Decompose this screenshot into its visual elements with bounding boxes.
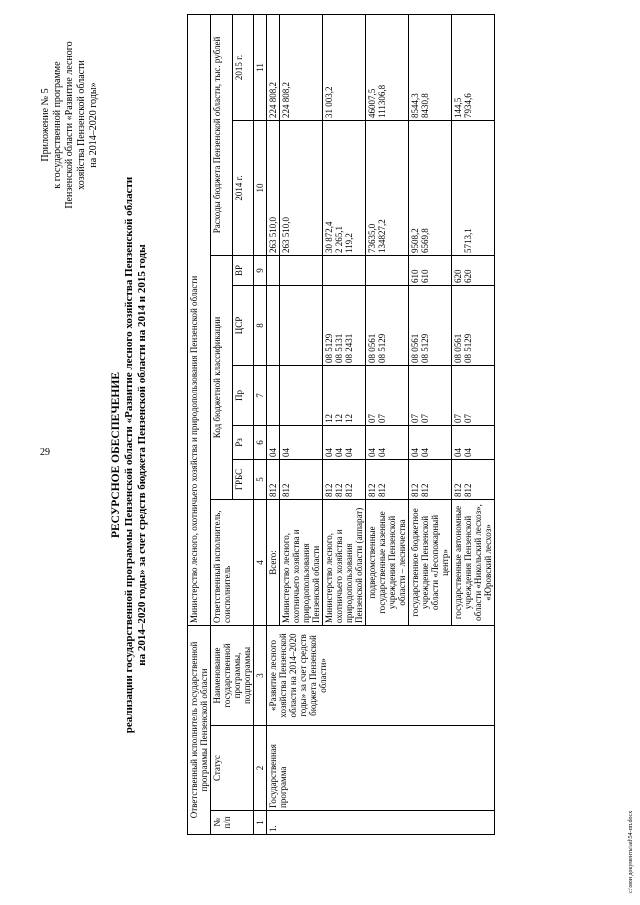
table-row: [267, 14, 280, 834]
cell-2014: 9508,2 6569,8: [409, 120, 452, 255]
cell-exec: государственное бюджетное учреждение Пензенской области «Лесопожарный центр»: [409, 499, 452, 625]
cell-csr: 08 5129 08 5131 08 2431: [323, 285, 366, 365]
cell-2014: 30 872,4 2 265,1 119,2: [323, 120, 366, 255]
col-exp-header: Расходы бюджета Пензенской области, тыс. рублей: [211, 14, 233, 255]
appendix-line: на 2014–2020 годы»: [88, 82, 99, 168]
cell-2014: 73635,0 134827,2: [366, 120, 409, 255]
appendix-line: Пензенской области «Развитие лесного: [64, 41, 75, 209]
col-code-header: Код бюджетной классификации: [211, 255, 233, 499]
cell-exec: Министерство лесного, охотничьего хозяйства и природопользования Пензенской области: [280, 499, 323, 625]
col-csr-header: ЦСР: [232, 285, 254, 365]
cell-pr: 07 07: [409, 365, 452, 425]
appendix-line: Приложение № 5: [40, 88, 51, 162]
cell-csr: 08 0561 08 5129: [366, 285, 409, 365]
cell-csr: [280, 285, 323, 365]
cell-vr: [280, 255, 323, 285]
column-number: 2: [254, 726, 267, 811]
col-status-header: Статус: [211, 726, 254, 811]
cell-csr: 08 0561 08 5129: [452, 285, 495, 365]
cell-grbs: 812: [267, 459, 280, 499]
cell-vr: 620 620: [452, 255, 495, 285]
col-vr-header: ВР: [232, 255, 254, 285]
column-number: 3: [254, 625, 267, 725]
appendix-line: хозяйства Пензенской области: [76, 60, 87, 190]
file-path-footer: c:\мои документы\ad\54-пп.docx: [628, 810, 634, 893]
title-line: на 2014–2020 годы» за счет средств бюджета Пензенской области на 2014 и 2015 годы: [136, 244, 148, 666]
program-name: «Развитие лесного хозяйства Пензенской области на 2014–2020 годы» за счет средств бюджета Пензенской области»: [267, 625, 495, 725]
col-2014-header: 2014 г.: [232, 120, 254, 255]
cell-rz: 04 04: [452, 425, 495, 459]
title-line: реализации государственной программы Пензенской области «Развитие лесного хозяйства Пензенской области: [123, 176, 135, 734]
header-responsible-value: Министерство лесного, охотничьего хозяйства и природопользования Пензенской области: [188, 14, 211, 625]
resource-table: [187, 14, 495, 835]
cell-grbs: 812 812 812: [323, 459, 366, 499]
column-number: 8: [254, 285, 267, 365]
cell-pr: [267, 365, 280, 425]
cell-pr: 12 12 12: [323, 365, 366, 425]
cell-vr: 610 610: [409, 255, 452, 285]
cell-grbs: 812 812: [452, 459, 495, 499]
appendix-line: к государственной программе: [52, 61, 63, 189]
cell-vr: [323, 255, 366, 285]
cell-rz: 04 04: [366, 425, 409, 459]
column-number: 7: [254, 365, 267, 425]
column-number: 10: [254, 120, 267, 255]
cell-2014: 5713,1: [452, 120, 495, 255]
cell-grbs: 812 812: [409, 459, 452, 499]
col-2015-header: 2015 г.: [232, 14, 254, 120]
cell-exec: подведомственные государственные казенные учреждения Пензенской области – лесничества: [366, 499, 409, 625]
cell-2015: 46007,5 111306,8: [366, 14, 409, 120]
appendix-header: [40, 5, 100, 245]
cell-exec: Всего:: [267, 499, 280, 625]
cell-2015: 224 808,2: [267, 14, 280, 120]
col-pr-header: Пр: [232, 365, 254, 425]
cell-grbs: 812 812: [366, 459, 409, 499]
column-number-row: [254, 14, 267, 834]
column-number: 11: [254, 14, 267, 120]
row-number: 1.: [267, 811, 495, 835]
cell-2015: 224 808,2: [280, 14, 323, 120]
cell-pr: 07 07: [452, 365, 495, 425]
col-rz-header: Рз: [232, 425, 254, 459]
cell-rz: 04 04 04: [323, 425, 366, 459]
cell-2015: 8544,3 8430,8: [409, 14, 452, 120]
cell-exec: Министерство лесного, охотничьего хозяйства и природопользования Пензенской области (аппарат): [323, 499, 366, 625]
col-name-header: Наименование государственной программы, подпрограммы: [211, 625, 254, 725]
header-responsible-label: Ответственный исполнитель государственной программы Пензенской области: [188, 625, 211, 834]
cell-vr: [366, 255, 409, 285]
cell-csr: 08 0561 08 5129: [409, 285, 452, 365]
column-number: 4: [254, 499, 267, 625]
cell-2015: 31 003,2: [323, 14, 366, 120]
col-num-header: № п/п: [211, 811, 254, 835]
cell-pr: [280, 365, 323, 425]
document-title: [110, 65, 149, 845]
column-number: 6: [254, 425, 267, 459]
title-line: РЕСУРСНОЕ ОБЕСПЕЧЕНИЕ: [110, 372, 122, 539]
cell-csr: [267, 285, 280, 365]
cell-2014: 263 510,0: [280, 120, 323, 255]
cell-vr: [267, 255, 280, 285]
cell-rz: 04: [280, 425, 323, 459]
column-number: 1: [254, 811, 267, 835]
cell-grbs: 812: [280, 459, 323, 499]
cell-2014: 263 510,0: [267, 120, 280, 255]
cell-pr: 07 07: [366, 365, 409, 425]
cell-rz: 04: [267, 425, 280, 459]
cell-rz: 04 04: [409, 425, 452, 459]
column-number: 5: [254, 459, 267, 499]
column-number: 9: [254, 255, 267, 285]
col-grbs-header: ГРБС: [232, 459, 254, 499]
cell-exec: государственные автономные учреждения Пензенской области «Никольский лесхоз», «Юровский лесхоз»: [452, 499, 495, 625]
row-status: Государственная программа: [267, 726, 495, 811]
page-number: 29: [40, 447, 50, 458]
col-exec-header: Ответственный исполнитель, соисполнитель: [211, 499, 254, 625]
cell-2015: 144,5 7934,6: [452, 14, 495, 120]
